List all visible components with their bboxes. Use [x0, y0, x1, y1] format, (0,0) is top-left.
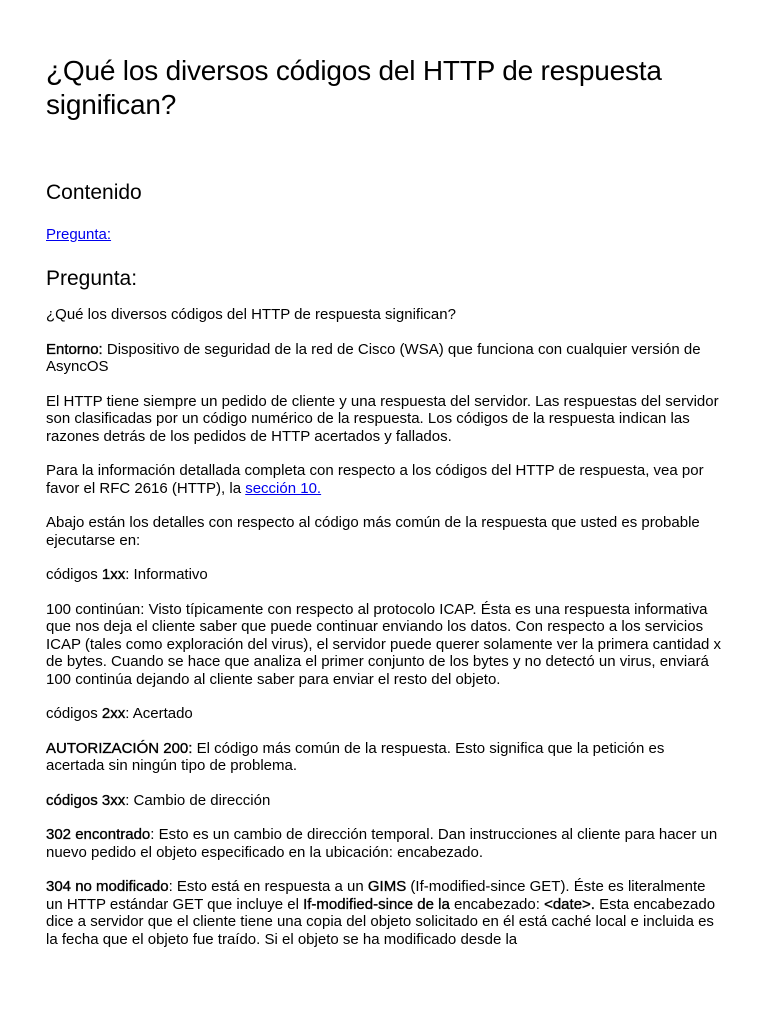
- codes-1xx-prefix: códigos: [46, 566, 102, 583]
- rfc-text: Para la información detallada completa con respecto a los códigos del HTTP de respuesta, vea por favor el RFC 2616 (HTTP), la: [46, 462, 704, 497]
- code-302-label: 302 encontrado: [46, 826, 151, 843]
- rfc-section-link[interactable]: sección 10.: [245, 479, 322, 497]
- codes-1xx-code: 1xx: [101, 566, 126, 583]
- code-200-text: El código más común de la respuesta. Esto significa que la petición es acertada sin ningún tipo de problema.: [46, 739, 665, 774]
- code-304-ims-header: If-modified-since de la: [303, 895, 450, 913]
- codes-3xx-label: códigos 3xx: [46, 791, 126, 809]
- page-title: ¿Qué los diversos códigos del HTTP de respuesta significan?: [46, 55, 662, 120]
- code-302-text: : Esto es un cambio de dirección temporal. Dan instrucciones al cliente para hacer un nuevo pedido el objeto especificado en la ubicación: encabezado.: [46, 826, 718, 861]
- question-paragraph: ¿Qué los diversos códigos del HTTP de respuesta significan?: [46, 306, 456, 323]
- codes-3xx-suffix: : Cambio de dirección: [125, 791, 271, 809]
- code-304-paragraph: [46, 878, 722, 948]
- rfc-paragraph: [46, 462, 722, 497]
- toc-heading: Contenido: [46, 181, 142, 204]
- code-304-text-2: (If-modified-since GET). Éste es literalmente un HTTP estándar GET que incluye el: [46, 878, 706, 913]
- codes-2xx-heading: [46, 705, 722, 723]
- code-100-paragraph: 100 continúan: Visto típicamente con respecto al protocolo ICAP. Ésta es una respuesta informativa que nos deja el cliente saber que puede continuar enviando los datos. Con respecto a los servicios ICAP (tales como exploración del virus), el servidor puede querer solamente ver la primera cantidad x de bytes. Cuando se hace que analiza el primer conjunto de los bytes y no detectó un virus, enviará 100 continúa dejando al cliente saber para enviar el resto del objeto.: [46, 600, 722, 688]
- code-304-text-4: Esta encabezado dice a servidor que el cliente tiene una copia del objeto solicitado en él está caché local e incluida es la fecha que el objeto fue traído. Si el objeto se ha modificado desde la: [46, 895, 716, 948]
- code-200-paragraph: [46, 740, 722, 775]
- code-200-label: AUTORIZACIÓN 200:: [46, 739, 193, 757]
- code-304-text-3: encabezado:: [449, 895, 545, 913]
- code-304-text-1: : Esto está en respuesta a un: [168, 878, 368, 895]
- codes-2xx-code: 2xx: [101, 705, 126, 722]
- entorno-paragraph: [46, 341, 722, 376]
- code-304-gims: GIMS: [367, 878, 407, 895]
- details-intro-paragraph: Abajo están los detalles con respecto al código más común de la respuesta que usted es probable ejecutarse en:: [46, 514, 700, 549]
- codes-1xx-suffix: : Informativo: [125, 566, 208, 583]
- entorno-label: Entorno:: [46, 340, 103, 358]
- codes-2xx-suffix: : Acertado: [125, 705, 193, 722]
- code-304-date: <date>.: [544, 895, 595, 913]
- code-304-label: 304 no modificado: [46, 878, 169, 895]
- toc-link-pregunta[interactable]: Pregunta:: [46, 226, 112, 243]
- intro-paragraph: El HTTP tiene siempre un pedido de cliente y una respuesta del servidor. Las respuestas del servidor son clasificadas por un código numérico de la respuesta. Los códigos de la respuesta indican las razones detrás de los pedidos de HTTP acertados y fallados.: [46, 392, 719, 445]
- codes-2xx-prefix: códigos: [46, 705, 102, 722]
- code-302-paragraph: [46, 826, 722, 861]
- codes-3xx-heading: [46, 792, 722, 810]
- codes-1xx-heading: [46, 566, 722, 584]
- entorno-text: Dispositivo de seguridad de la red de Cisco (WSA) que funciona con cualquier versión de AsyncOS: [46, 340, 701, 375]
- section-heading: Pregunta:: [46, 267, 138, 290]
